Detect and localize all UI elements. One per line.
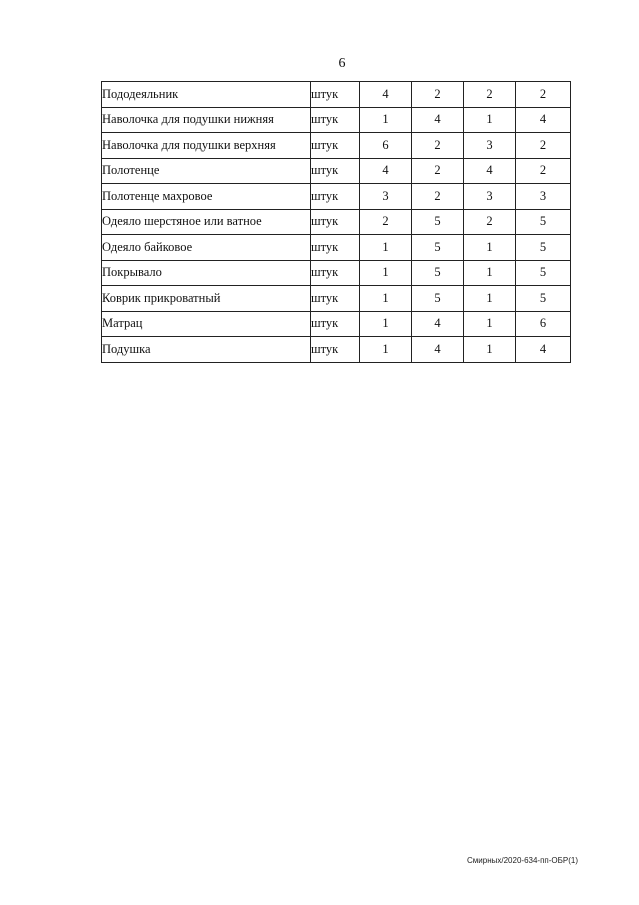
item-name-cell: Подушка (102, 337, 311, 363)
unit-cell: штук (311, 235, 360, 261)
item-name-cell: Наволочка для подушки верхняя (102, 133, 311, 159)
unit-cell: штук (311, 133, 360, 159)
value-cell: 5 (516, 235, 571, 261)
table-row (102, 260, 571, 286)
value-cell: 2 (516, 133, 571, 159)
value-cell: 5 (412, 260, 464, 286)
value-cell: 4 (464, 158, 516, 184)
value-cell: 2 (412, 133, 464, 159)
item-name-cell: Пододеяльник (102, 82, 311, 108)
item-name-cell: Наволочка для подушки нижняя (102, 107, 311, 133)
value-cell: 5 (516, 260, 571, 286)
item-name-cell: Коврик прикроватный (102, 286, 311, 312)
supply-norms-table (101, 81, 571, 363)
value-cell: 3 (464, 184, 516, 210)
unit-cell: штук (311, 286, 360, 312)
table-row (102, 158, 571, 184)
table-row (102, 184, 571, 210)
value-cell: 4 (412, 107, 464, 133)
value-cell: 1 (360, 337, 412, 363)
value-cell: 1 (464, 311, 516, 337)
value-cell: 2 (464, 209, 516, 235)
table-row (102, 107, 571, 133)
value-cell: 2 (412, 184, 464, 210)
value-cell: 5 (412, 286, 464, 312)
item-name-cell: Покрывало (102, 260, 311, 286)
value-cell: 2 (464, 82, 516, 108)
unit-cell: штук (311, 337, 360, 363)
value-cell: 1 (464, 107, 516, 133)
value-cell: 4 (360, 158, 412, 184)
value-cell: 2 (360, 209, 412, 235)
item-name-cell: Одеяло шерстяное или ватное (102, 209, 311, 235)
value-cell: 3 (360, 184, 412, 210)
value-cell: 6 (360, 133, 412, 159)
value-cell: 2 (412, 82, 464, 108)
value-cell: 5 (516, 209, 571, 235)
value-cell: 1 (464, 260, 516, 286)
value-cell: 1 (360, 235, 412, 261)
value-cell: 3 (464, 133, 516, 159)
unit-cell: штук (311, 82, 360, 108)
value-cell: 5 (516, 286, 571, 312)
value-cell: 4 (412, 311, 464, 337)
table-row (102, 286, 571, 312)
value-cell: 1 (464, 235, 516, 261)
document-footer-code: Смирных/2020-634-пп-ОБР(1) (467, 856, 578, 865)
value-cell: 1 (360, 107, 412, 133)
value-cell: 1 (464, 286, 516, 312)
table-row (102, 311, 571, 337)
table-row (102, 133, 571, 159)
item-name-cell: Полотенце махровое (102, 184, 311, 210)
unit-cell: штук (311, 260, 360, 286)
value-cell: 4 (516, 107, 571, 133)
value-cell: 2 (516, 158, 571, 184)
item-name-cell: Матрац (102, 311, 311, 337)
unit-cell: штук (311, 184, 360, 210)
value-cell: 1 (360, 311, 412, 337)
value-cell: 1 (360, 286, 412, 312)
unit-cell: штук (311, 158, 360, 184)
value-cell: 4 (516, 337, 571, 363)
value-cell: 5 (412, 209, 464, 235)
unit-cell: штук (311, 107, 360, 133)
page-number: 6 (338, 56, 346, 71)
value-cell: 2 (516, 82, 571, 108)
unit-cell: штук (311, 311, 360, 337)
value-cell: 1 (360, 260, 412, 286)
table-row (102, 82, 571, 108)
table-row (102, 235, 571, 261)
table-row (102, 337, 571, 363)
item-name-cell: Одеяло байковое (102, 235, 311, 261)
value-cell: 4 (360, 82, 412, 108)
value-cell: 2 (412, 158, 464, 184)
item-name-cell: Полотенце (102, 158, 311, 184)
unit-cell: штук (311, 209, 360, 235)
value-cell: 3 (516, 184, 571, 210)
value-cell: 6 (516, 311, 571, 337)
value-cell: 1 (464, 337, 516, 363)
table-row (102, 209, 571, 235)
value-cell: 5 (412, 235, 464, 261)
value-cell: 4 (412, 337, 464, 363)
